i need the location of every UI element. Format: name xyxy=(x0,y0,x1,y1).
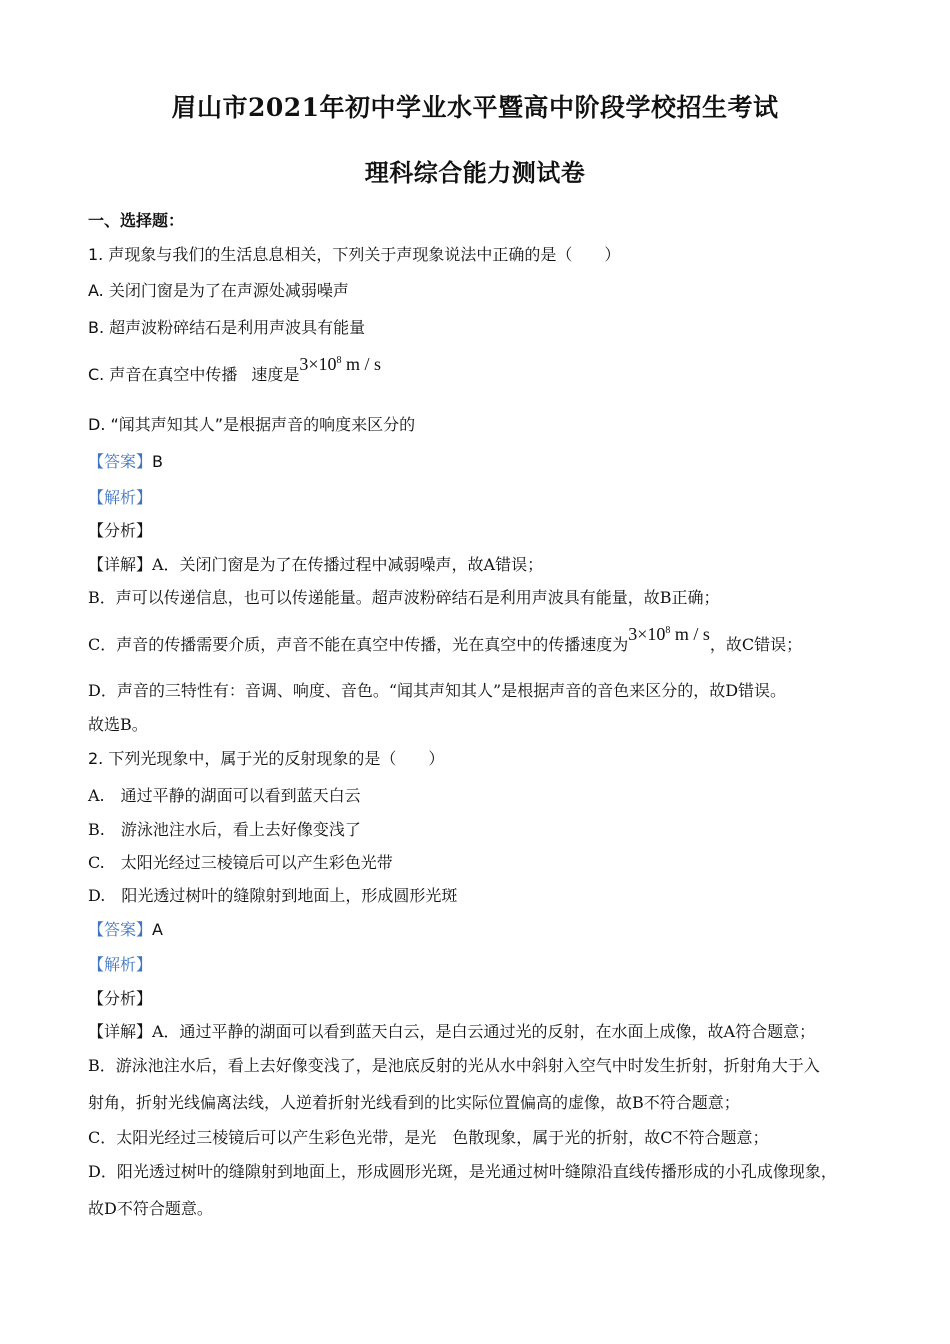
question-2-option-d: D. 阳光透过树叶的缝隙射到地面上，形成圆形光斑 xyxy=(88,886,458,905)
question-2-option-b: B. 游泳池注水后，看上去好像变浅了 xyxy=(88,820,361,839)
speed-of-light-formula xyxy=(299,354,381,374)
formula-exponent: 8 xyxy=(336,355,342,366)
question-2-detail-b-2: 射角，折射光线偏离法线，人逆着折射光线看到的比实际位置偏高的虚像，故B不符合题意； xyxy=(88,1093,740,1112)
question-2-detail-c: C．太阳光经过三棱镜后可以产生彩色光带，是光 色散现象，属于光的折射，故C不符合题意； xyxy=(88,1128,769,1147)
formula-unit: m / s xyxy=(341,354,382,374)
question-2-detail-a: 【详解】A．通过平静的湖面可以看到蓝天白云，是白云通过光的反射，在水面上成像，故A符合题意； xyxy=(88,1022,816,1041)
answer-tag: 【答案】 xyxy=(88,452,153,471)
question-1-answer xyxy=(88,449,163,472)
question-1-detail-b: B．声可以传递信息，也可以传递能量。超声波粉碎结石是利用声波具有能量，故B正确； xyxy=(88,588,720,607)
answer-tag: 【答案】 xyxy=(88,920,153,939)
question-2-option-c: C. 太阳光经过三棱镜后可以产生彩色光带 xyxy=(88,853,393,872)
detail-c-text-1: C．声音的传播需要介质，声音不能在真空中传播，光在真空中的传播速度为 xyxy=(88,635,629,654)
question-1-conclusion: 故选B。 xyxy=(88,715,148,734)
formula-base: 3×10 xyxy=(628,624,666,644)
answer-value: A xyxy=(152,920,163,939)
analysis-tag: 【解析】 xyxy=(88,488,153,507)
option-c-text-2: 速度是 xyxy=(251,365,300,384)
section-heading: 一、选择题： xyxy=(88,211,185,230)
formula-unit: m / s xyxy=(670,624,710,644)
question-1-detail-d: D．声音的三特性有：音调、响度、音色。“闻其声知其人”是根据声音的音色来区分的，故D错误。 xyxy=(88,681,787,700)
question-2-stem: 2. 下列光现象中，属于光的反射现象的是（ ） xyxy=(88,749,445,768)
question-1-detail-c xyxy=(88,624,803,655)
answer-value: B xyxy=(152,452,163,471)
exam-title: 眉山市2021年初中学业水平暨高中阶段学校招生考试 xyxy=(171,93,779,122)
question-2-answer xyxy=(88,917,163,940)
question-1-option-b: B. 超声波粉碎结石是利用声波具有能量 xyxy=(88,318,366,337)
question-1-stem: 1. 声现象与我们的生活息息相关，下列关于声现象说法中正确的是（ ） xyxy=(88,245,621,264)
option-c-text-1: C. 声音在真空中传播 xyxy=(88,365,238,384)
question-2-detail-d-1: D．阳光透过树叶的缝隙射到地面上，形成圆形光斑，是光通过树叶缝隙沿直线传播形成的小孔成像现象， xyxy=(88,1162,837,1181)
question-1-option-d: D. “闻其声知其人”是根据声音的响度来区分的 xyxy=(88,415,416,434)
breakdown-tag: 【分析】 xyxy=(88,521,153,540)
question-2-detail-d-2: 故D不符合题意。 xyxy=(88,1199,213,1218)
question-2-detail-b-1: B．游泳池注水后，看上去好像变浅了，是池底反射的光从水中斜射入空气中时发生折射，折射角大于入 xyxy=(88,1056,820,1075)
breakdown-tag: 【分析】 xyxy=(88,989,153,1008)
question-1-detail-a: 【详解】A．关闭门窗是为了在传播过程中减弱噪声，故A错误； xyxy=(88,555,544,574)
formula-base: 3×10 xyxy=(299,354,337,374)
question-1-option-a: A. 关闭门窗是为了在声源处减弱噪声 xyxy=(88,281,349,300)
analysis-tag: 【解析】 xyxy=(88,955,153,974)
question-2-option-a: A. 通过平静的湖面可以看到蓝天白云 xyxy=(88,786,361,805)
exam-subtitle: 理科综合能力测试卷 xyxy=(364,158,586,187)
detail-c-formula xyxy=(628,624,710,644)
detail-c-text-2: ，故C错误； xyxy=(709,635,803,654)
question-1-option-c xyxy=(88,354,382,385)
formula-exponent: 8 xyxy=(665,625,671,636)
